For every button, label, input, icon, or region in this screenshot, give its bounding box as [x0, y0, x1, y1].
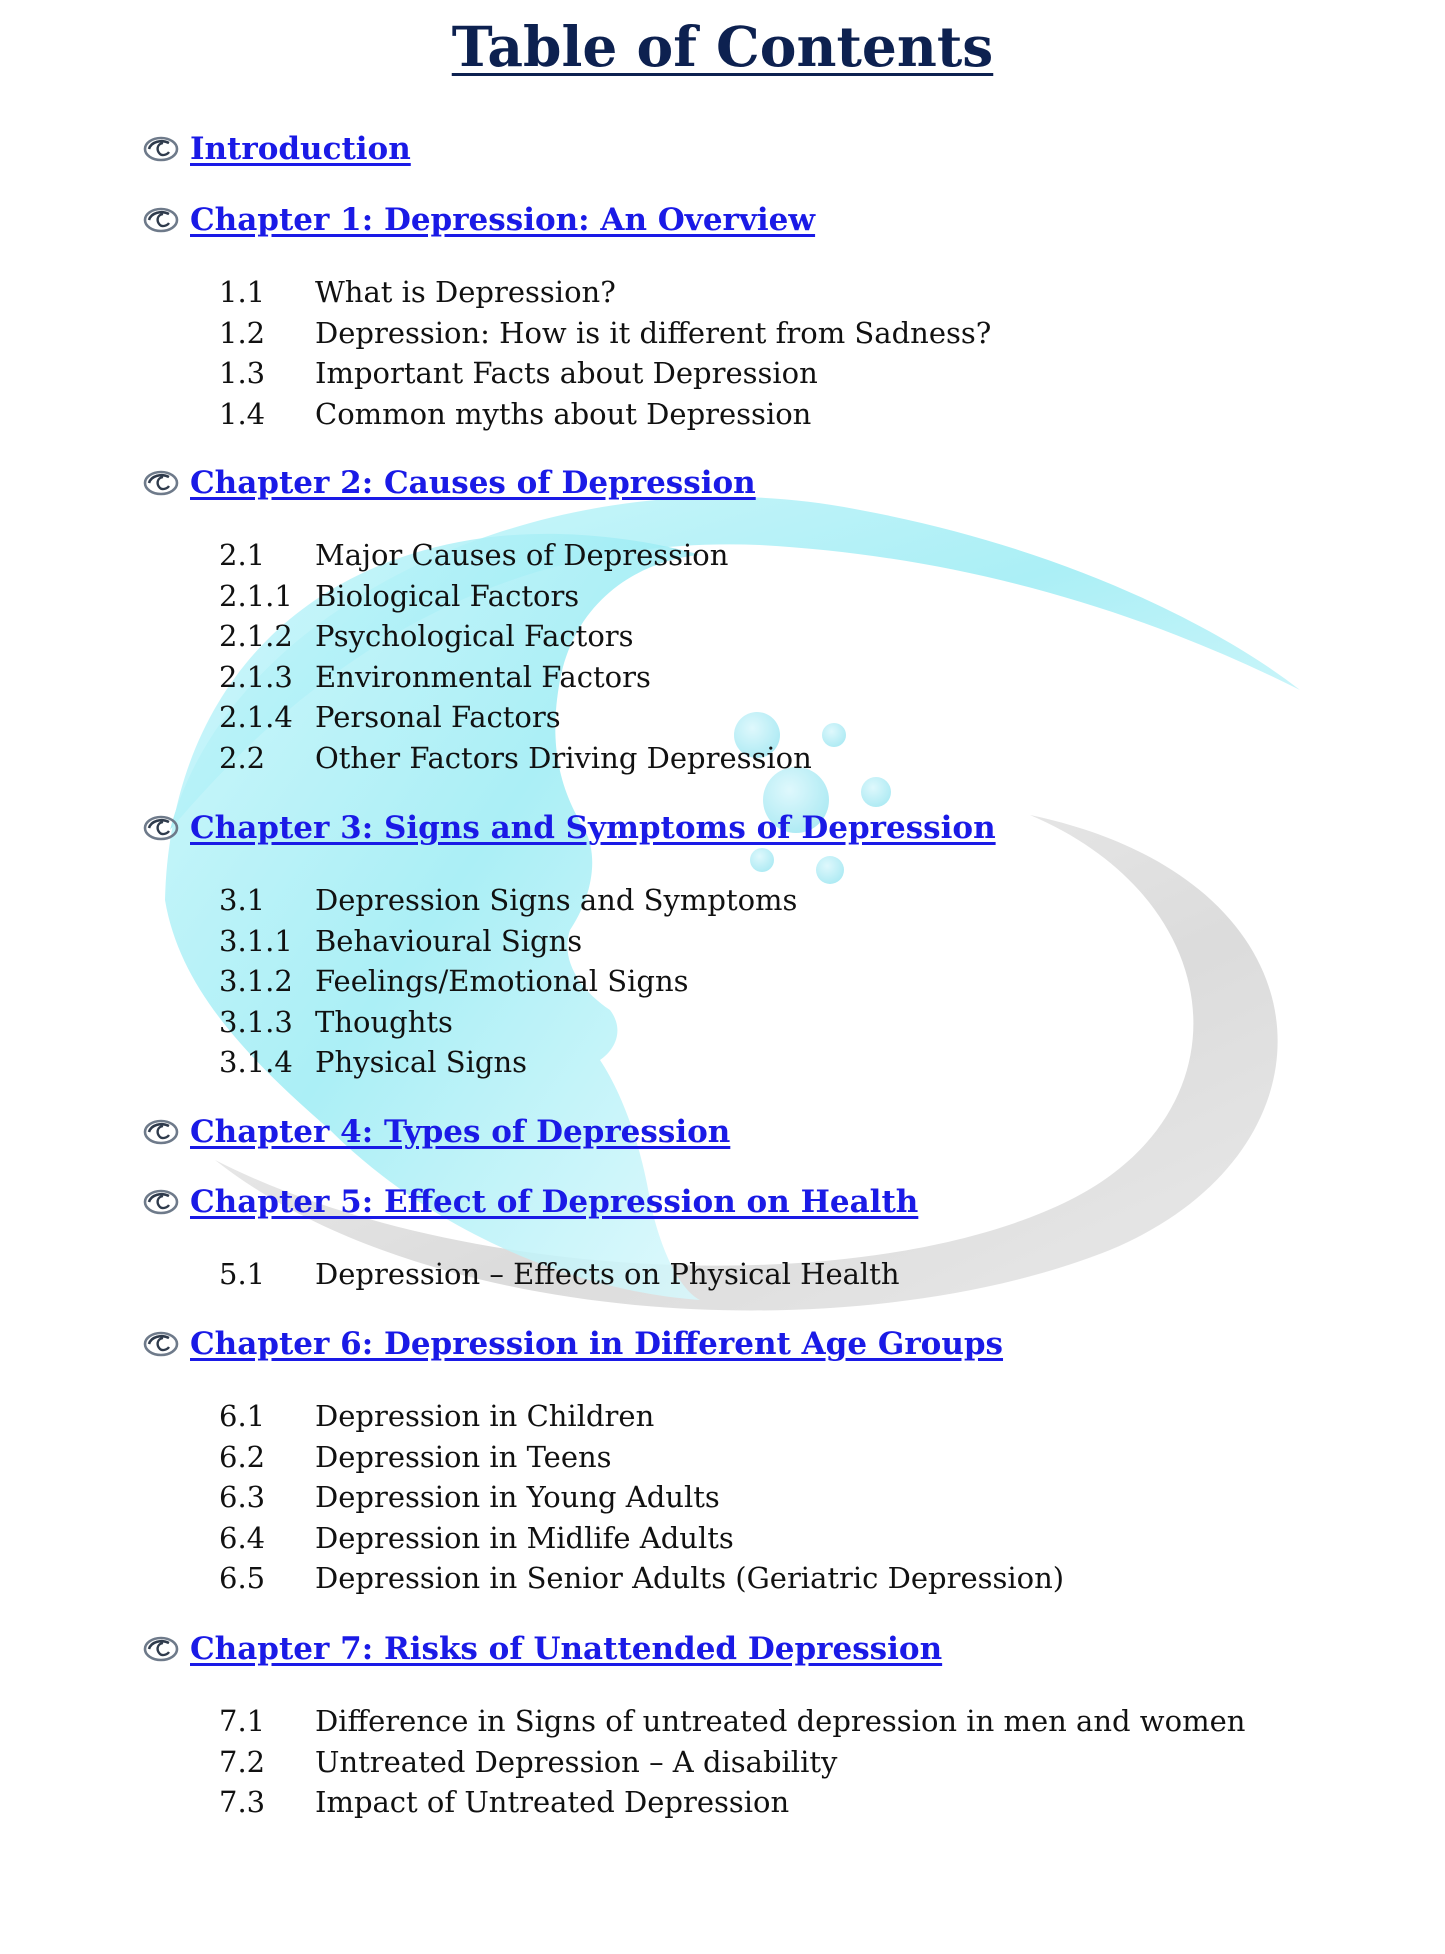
chapter-link[interactable]: Chapter 6: Depression in Different Age Groups: [190, 1326, 1004, 1362]
section-title: Depression Signs and Symptoms: [315, 883, 798, 917]
section-number: 3.1.1: [219, 923, 293, 958]
toc-subsection: [219, 1002, 453, 1042]
section-title: Depression – Effects on Physical Health: [315, 1257, 900, 1291]
section-number: 1.4: [219, 396, 266, 431]
section-title: Behavioural Signs: [315, 923, 583, 958]
section-title: Impact of Untreated Depression: [315, 1785, 790, 1820]
swirl-bullet-icon: [143, 468, 179, 498]
swirl-bullet-icon: [143, 134, 179, 164]
toc-chapter-row: [143, 1180, 918, 1224]
section-title: Depression in Senior Adults (Geriatric Depression): [315, 1561, 1065, 1596]
toc-chapter-row: [143, 1627, 942, 1671]
section-title: Personal Factors: [315, 700, 561, 735]
section-title: Depression in Young Adults: [315, 1480, 720, 1515]
section-title: Feelings/Emotional Signs: [315, 964, 689, 999]
section-title: Other Factors Driving Depression: [315, 741, 812, 775]
section-number: 2.1: [219, 538, 266, 572]
section-title: Depression in Midlife Adults: [315, 1520, 734, 1555]
toc-chapter-row: [143, 806, 996, 850]
chapter-link[interactable]: Chapter 3: Signs and Symptoms of Depression: [190, 810, 996, 846]
section-number: 3.1.3: [219, 1004, 293, 1039]
section-title: Depression in Teens: [315, 1439, 612, 1474]
section-title: Environmental Factors: [315, 659, 651, 694]
chapter-link[interactable]: Chapter 4: Types of Depression: [190, 1114, 731, 1150]
toc-subsection: [219, 313, 991, 353]
section-number: 1.2: [219, 315, 266, 350]
section-number: 6.1: [219, 1399, 266, 1433]
toc-subsection: [219, 1477, 720, 1517]
section-title: Depression in Children: [315, 1399, 655, 1433]
toc-subsection: [219, 961, 689, 1001]
toc-subsection: [219, 535, 728, 575]
section-number: 2.1.3: [219, 659, 293, 694]
section-title: Important Facts about Depression: [315, 356, 818, 391]
chapter-link[interactable]: Chapter 5: Effect of Depression on Health: [190, 1184, 919, 1220]
section-number: 6.5: [219, 1561, 266, 1596]
section-title: Biological Factors: [315, 578, 580, 613]
section-title: Difference in Signs of untreated depression in men and women: [315, 1704, 1246, 1738]
swirl-bullet-icon: [143, 205, 179, 235]
toc-subsection: [219, 1742, 837, 1782]
toc-subsection: [219, 1518, 734, 1558]
section-title: Depression: How is it different from Sadness?: [315, 315, 992, 350]
toc-subsection: [219, 921, 582, 961]
toc-subsection: [219, 272, 616, 312]
toc-subsection: [219, 1437, 612, 1477]
section-number: 7.1: [219, 1704, 266, 1738]
swirl-bullet-icon: [143, 1187, 179, 1217]
section-number: 5.1: [219, 1257, 266, 1291]
section-number: 2.2: [219, 741, 266, 775]
toc-chapter-row: [143, 1322, 1003, 1366]
chapter-link[interactable]: Chapter 2: Causes of Depression: [190, 465, 756, 501]
toc-subsection: [219, 657, 651, 697]
toc-chapter-row: [143, 461, 756, 505]
section-title: Physical Signs: [315, 1045, 528, 1080]
swirl-bullet-icon: [143, 1117, 179, 1147]
section-title: Psychological Factors: [315, 619, 634, 654]
chapter-link[interactable]: Chapter 1: Depression: An Overview: [190, 202, 816, 238]
toc-subsection: [219, 1254, 900, 1294]
toc-subsection: [219, 1782, 789, 1822]
section-number: 2.1.2: [219, 619, 293, 654]
toc-subsection: [219, 353, 818, 393]
swirl-bullet-icon: [143, 1634, 179, 1664]
toc-subsection: [219, 394, 811, 434]
section-title: Major Causes of Depression: [315, 538, 729, 572]
toc-subsection: [219, 1701, 1245, 1741]
toc-subsection: [219, 1042, 527, 1082]
section-number: 7.2: [219, 1744, 266, 1779]
section-title: Common myths about Depression: [315, 396, 812, 431]
section-number: 1.3: [219, 356, 266, 391]
toc-subsection: [219, 1396, 654, 1436]
chapter-link[interactable]: Chapter 7: Risks of Unattended Depression: [190, 1631, 943, 1667]
section-title: Thoughts: [315, 1004, 453, 1039]
toc-chapter-row: [143, 198, 815, 242]
swirl-bullet-icon: [143, 813, 179, 843]
section-number: 6.3: [219, 1480, 266, 1515]
section-number: 1.1: [219, 275, 266, 309]
section-title: Untreated Depression – A disability: [315, 1744, 838, 1779]
section-number: 6.4: [219, 1520, 266, 1555]
toc-subsection: [219, 616, 634, 656]
section-number: 2.1.4: [219, 700, 293, 735]
toc-chapter-row: [143, 127, 411, 171]
toc-subsection: [219, 1558, 1064, 1598]
section-title: What is Depression?: [315, 275, 616, 309]
swirl-bullet-icon: [143, 1329, 179, 1359]
section-number: 6.2: [219, 1439, 266, 1474]
page-title: Table of Contents: [451, 14, 994, 79]
toc-chapter-row: [143, 1110, 730, 1154]
section-number: 2.1.1: [219, 578, 293, 613]
toc-subsection: [219, 738, 812, 778]
section-number: 3.1.4: [219, 1045, 293, 1080]
section-number: 7.3: [219, 1785, 266, 1820]
toc-subsection: [219, 697, 561, 737]
chapter-link[interactable]: Introduction: [190, 131, 411, 167]
section-number: 3.1: [219, 883, 266, 917]
section-number: 3.1.2: [219, 964, 293, 999]
toc-subsection: [219, 880, 797, 920]
toc-subsection: [219, 576, 579, 616]
